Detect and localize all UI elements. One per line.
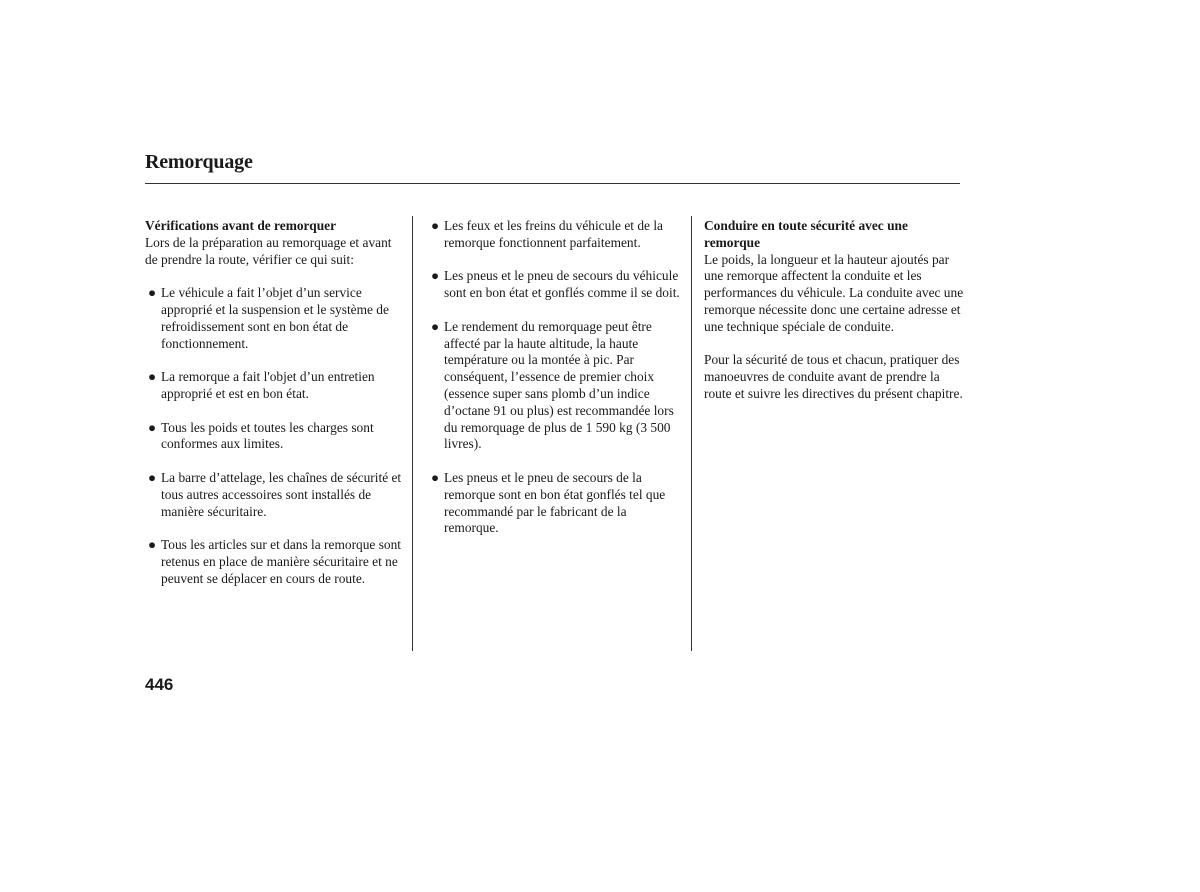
list-item: ● Le véhicule a fait l’objet d’un service approprié et la suspension et le système de refroidissement sont en bon état de fonctionnement. <box>148 285 389 351</box>
intro-text: Lors de la préparation au remorquage et avant de prendre la route, vérifier ce qui suit: <box>145 234 392 267</box>
bullet-icon: ● <box>431 268 440 284</box>
list-item: ● Les pneus et le pneu de secours du véhicule sont en bon état et gonflés comme il se doit. <box>431 268 680 301</box>
list-item: ● Tous les articles sur et dans la remorque sont retenus en place de manière sécuritaire et ne peuvent se déplacer en cours de route. <box>148 537 402 586</box>
column-divider-1 <box>412 216 413 651</box>
column-checks <box>145 218 405 604</box>
section-heading-checks: Vérifications avant de remorquer <box>145 218 337 233</box>
list-item: ● Tous les poids et toutes les charges sont conformes aux limites. <box>148 419 374 452</box>
paragraph: Le poids, la longueur et la hauteur ajoutés par une remorque affectent la conduite et les performances du véhicule. La conduite avec une remorque nécessite donc une certaine adresse et une technique spéciale de conduite. <box>704 251 964 334</box>
bullet-icon: ● <box>148 469 157 485</box>
checks-list-continued <box>428 218 683 537</box>
page-title: Remorquage <box>145 151 253 173</box>
bullet-icon: ● <box>431 218 440 233</box>
bullet-icon: ● <box>148 537 157 553</box>
list-item: ● La remorque a fait l'objet d’un entretien approprié et est en bon état. <box>148 369 375 401</box>
list-item: ● Les pneus et le pneu de secours de la remorque sont en bon état gonflés tel que recommandé par le fabricant de la remorque. <box>431 469 666 536</box>
bullet-icon: ● <box>431 469 440 485</box>
list-item: ● Le rendement du remorquage peut être affecté par la haute altitude, la haute température ou la montée à pic. Par conséquent, l’essence de premier choix (essence super sans plomb d’un indice d’octane 91 ou plus) est recommandée lors du remorquage de plus de 1 590 kg (3 500 livres). <box>431 318 674 452</box>
list-item: ● Les feux et les freins du véhicule et de la remorque fonctionnent parfaitement. <box>431 218 663 250</box>
column-divider-2 <box>691 216 692 651</box>
title-divider <box>145 183 960 184</box>
bullet-icon: ● <box>148 419 157 435</box>
bullet-icon: ● <box>431 318 440 334</box>
bullet-icon: ● <box>148 285 157 301</box>
column-checks-continued <box>428 218 683 554</box>
page-number: 446 <box>145 675 174 694</box>
column-safe-driving <box>704 218 964 420</box>
section-heading-safe-driving: Conduire en toute sécurité avec une remorque <box>704 218 908 250</box>
checks-list <box>145 285 405 587</box>
paragraph: Pour la sécurité de tous et chacun, pratiquer des manoeuvres de conduite avant de prendre la route et suivre les directives du présent chapitre. <box>704 352 963 401</box>
bullet-icon: ● <box>148 369 157 385</box>
list-item: ● La barre d’attelage, les chaînes de sécurité et tous autres accessoires sont installés de manière sécuritaire. <box>148 469 402 519</box>
